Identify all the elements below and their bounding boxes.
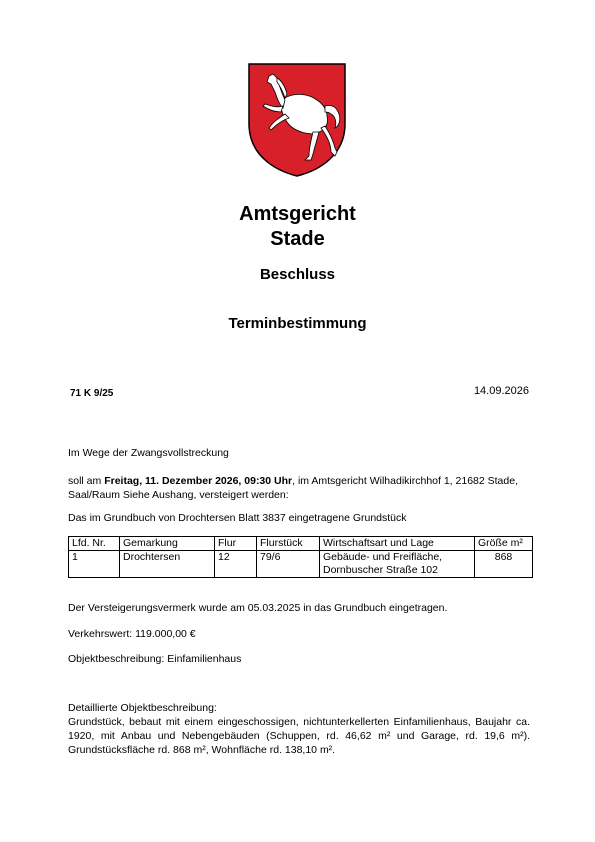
table-cell: Drochtersen [120, 551, 215, 578]
document-type: Beschluss [259, 266, 336, 283]
court-name: Amtsgericht [239, 203, 356, 225]
document-subject: Terminbestimmung [228, 315, 367, 332]
register-line: Das im Grundbuch von Drochtersen Blatt 3837 eingetragene Grundstück [68, 512, 407, 524]
file-number: 71 K 9/25 [70, 388, 114, 399]
document-date: 14.09.2026 [473, 385, 529, 397]
table-cell: 868 [475, 551, 533, 578]
object-description: Objektbeschreibung: Einfamilienhaus [68, 653, 242, 665]
column-header: Lfd. Nr. [69, 537, 120, 551]
schedule-paragraph [68, 474, 530, 502]
schedule-date: Freitag, 11. Dezember 2026, 09:30 Uhr [104, 475, 293, 487]
table-cell: 12 [215, 551, 257, 578]
detail-text: Grundstück, bebaut mit einem eingeschossigen, nichtunterkellerten Einfamilienhaus, Baujahr ca. 1920, mit Anbau und Nebengebäuden (Schuppen, rd. 46,62 m² und Garage, rd. 19,6 m²). Grundstücksfläche rd. 868 m², Wohnfläche rd. 138,10 m². [68, 716, 530, 756]
schedule-rest: , im Amtsgericht Wilhadikirchhof 1, 21682 Stade, Saal/Raum Siehe Aushang, versteigert werden: [68, 475, 518, 501]
column-header: Gemarkung [120, 537, 215, 551]
table-cell: 79/6 [257, 551, 320, 578]
court-location: Stade [270, 228, 325, 250]
column-header: Flur [215, 537, 257, 551]
auction-note: Der Versteigerungsvermerk wurde am 05.03.2025 in das Grundbuch eingetragen. [68, 602, 448, 614]
table-cell: Gebäude- und Freifläche, Dornbuscher Straße 102 [320, 551, 475, 578]
property-table [68, 536, 533, 578]
detail-heading: Detaillierte Objektbeschreibung: [68, 702, 217, 714]
table-header-row [69, 537, 533, 551]
coat-of-arms-icon [247, 62, 347, 178]
column-header: Wirtschaftsart und Lage [320, 537, 475, 551]
table-row [69, 551, 533, 578]
column-header: Flurstück [257, 537, 320, 551]
intro-text: Im Wege der Zwangsvollstreckung [68, 447, 229, 459]
table-cell: 1 [69, 551, 120, 578]
schedule-prefix: soll am [68, 475, 105, 487]
column-header: Größe m² [475, 537, 533, 551]
market-value: Verkehrswert: 119.000,00 € [68, 628, 196, 640]
